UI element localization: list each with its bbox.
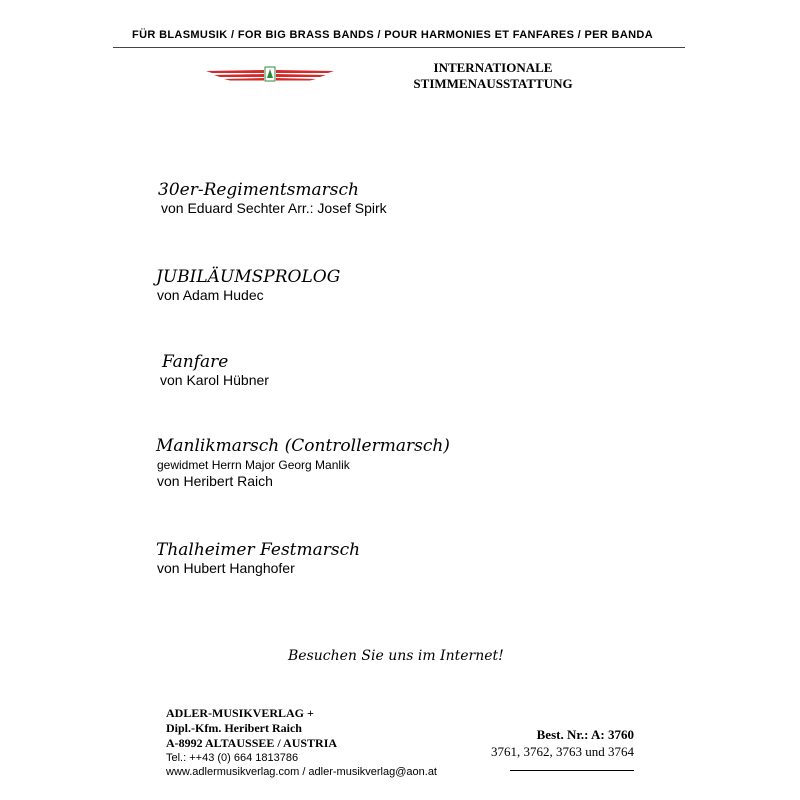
order-block [478,726,634,760]
edition-title [398,60,588,92]
piece-1 [156,180,387,216]
logo-right-wing [276,70,334,73]
publisher-owner: Dipl.-Kfm. Heribert Raich [166,721,302,735]
piece-title: Thalheimer Festmarsch [156,540,361,560]
piece-4 [156,436,450,489]
piece-credit: von Karol Hübner [160,372,269,388]
order-related: 3761, 3762, 3763 und 3764 [491,744,634,759]
piece-dedication: gewidmet Herrn Major Georg Manlik [157,458,350,472]
piece-title: 30er-Regimentsmarsch [158,180,360,200]
piece-3 [156,352,269,388]
piece-2 [156,267,340,303]
publisher-name: ADLER-MUSIKVERLAG + [166,706,314,720]
visit-internet-text: Besuchen Sie uns im Internet! [288,648,504,664]
publisher-web: www.adlermusikverlag.com / adler-musikverlag@aon.at [166,766,437,778]
piece-title: Fanfare [162,352,229,372]
edition-line-2: STIMMENAUSSTATTUNG [413,76,573,91]
logo-right-wing-mid [276,74,326,77]
logo-right-wing-low [276,78,316,81]
piece-title: Manlikmarsch (Controllermarsch) [156,436,450,456]
order-rule [510,770,634,771]
piece-5 [156,540,360,576]
publisher-address: A-8992 ALTAUSSEE / AUSTRIA [166,736,338,750]
piece-credit: von Hubert Hanghofer [157,560,295,576]
publisher-block [166,706,437,779]
logo-left-wing-mid [214,74,264,77]
piece-credit: von Eduard Sechter Arr.: Josef Spirk [161,200,387,216]
piece-credit: von Heribert Raich [157,473,273,489]
edition-line-1: INTERNATIONALE [433,60,553,75]
piece-credit: von Adam Hudec [157,287,264,303]
eagle-wings-logo-icon [206,64,334,86]
piece-title: JUBILÄUMSPROLOG [156,267,341,287]
header-languages: FÜR BLASMUSIK / FOR BIG BRASS BANDS / POUR HARMONIES ET FANFARES / PER BANDA [132,29,654,41]
header-rule [113,47,685,48]
logo-left-wing [206,70,264,73]
logo-left-wing-low [224,78,264,81]
order-number: Best. Nr.: A: 3760 [536,727,634,742]
publisher-phone: Tel.: ++43 (0) 664 1813786 [166,752,299,764]
